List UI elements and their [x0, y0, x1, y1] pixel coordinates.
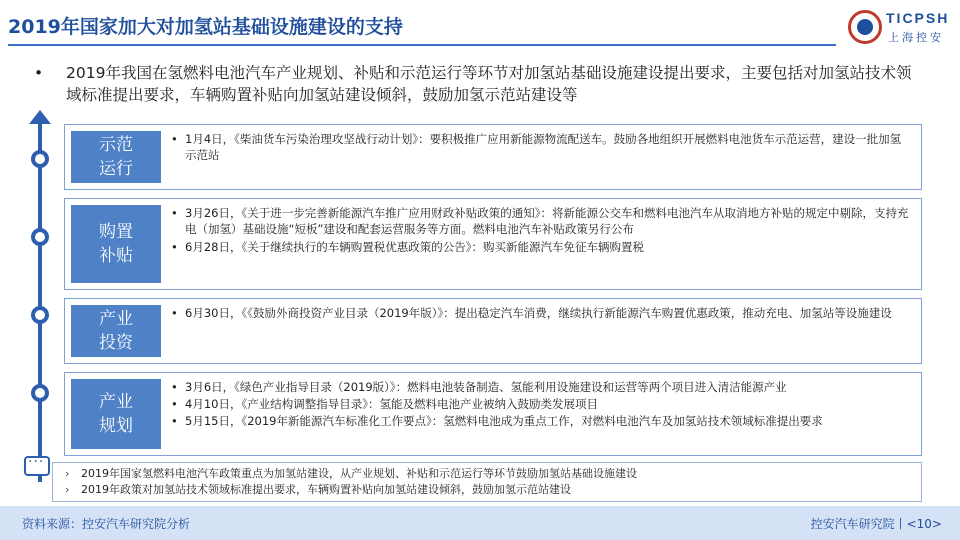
panel-purchase-subsidy: [64, 198, 922, 290]
title-divider: [8, 44, 836, 46]
axis-node: [31, 150, 49, 168]
panel-demo-operation: [64, 124, 922, 190]
panel-items: [169, 379, 909, 431]
panel-items: [169, 205, 909, 257]
intro-paragraph: [34, 62, 924, 106]
panel-industry-planning: [64, 372, 922, 456]
category-label: 产业 投资: [71, 305, 161, 357]
logo-text-cn: 上海控安: [888, 31, 944, 44]
source-note: 资料来源：控安汽车研究院分析: [22, 517, 191, 531]
policy-item: • 5月15日，《2019年新能源汽车标准化工作要点》：氢燃料电池成为重点工作，对燃料电池汽车及加氢站技术领域标准提出要求: [169, 413, 909, 429]
page-number: 控安汽车研究院丨<10>: [810, 517, 942, 531]
intro-text: 2019年我国在氢燃料电池汽车产业规划、补贴和示范运行等环节对加氢站基础设施建设提出要求，主要包括对加氢站技术领域标准提出要求，车辆购置补贴向加氢站建设倾斜，鼓励加氢示范站建设等: [66, 64, 912, 104]
summary-item: › 2019年国家氢燃料电池汽车政策重点为加氢站建设，从产业规划、补贴和示范运行等环节鼓励加氢站基础设施建设: [53, 466, 921, 482]
company-logo: [848, 8, 952, 44]
summary-box: [52, 462, 922, 502]
policy-item: • 6月30日，《《鼓励外商投资产业目录（2019年版）》：提出稳定汽车消费，继续执行新能源汽车购置优惠政策，推动充电、加氢站等设施建设: [169, 305, 909, 321]
category-label: 购置 补贴: [71, 205, 161, 283]
up-arrow-axis-icon: [29, 110, 51, 124]
policy-item: • 6月28日，《关于继续执行的车辆购置税优惠政策的公告》：购买新能源汽车免征车辆购置税: [169, 239, 909, 255]
panel-items: [169, 131, 909, 165]
chat-bubble-icon: [24, 456, 50, 476]
logo-text-en: TICPSH: [886, 10, 950, 26]
page-title: 2019年国家加大对加氢站基础设施建设的支持: [8, 16, 403, 38]
panel-items: [169, 305, 909, 323]
summary-item: › 2019年政策对加氢站技术领域标准提出要求，车辆购置补贴向加氢站建设倾斜，鼓励加氢示范站建设: [53, 482, 921, 498]
timeline-axis: [34, 110, 46, 482]
policy-item: • 3月26日，《关于进一步完善新能源汽车推广应用财政补贴政策的通知》：将新能源公交车和燃料电池汽车从取消地方补贴的规定中剔除，支持充电（加氢）基础设施“短板”建设和配套运营服务等方面。燃料电池汽车补贴政策另行公布: [169, 205, 909, 237]
axis-node: [31, 384, 49, 402]
policy-item: • 4月10日，《产业结构调整指导目录》：氢能及燃料电池产业被纳入鼓励类发展项目: [169, 396, 909, 412]
policy-item: • 1月4日，《柴油货车污染治理攻坚战行动计划》：要积极推广应用新能源物流配送车。鼓励各地组织开展燃料电池货车示范运营，建设一批加氢示范站: [169, 131, 909, 163]
axis-node: [31, 228, 49, 246]
policy-item: • 3月6日，《绿色产业指导目录（2019版）》：燃料电池装备制造、氢能利用设施建设和运营等两个项目进入清洁能源产业: [169, 379, 909, 395]
axis-node: [31, 306, 49, 324]
axis-line: [38, 120, 42, 482]
footer-bar: [0, 506, 960, 540]
logo-icon: [848, 10, 882, 44]
intro-bullet: •: [34, 64, 44, 82]
category-label: 示范 运行: [71, 131, 161, 183]
panel-industry-investment: [64, 298, 922, 364]
category-label: 产业 规划: [71, 379, 161, 449]
